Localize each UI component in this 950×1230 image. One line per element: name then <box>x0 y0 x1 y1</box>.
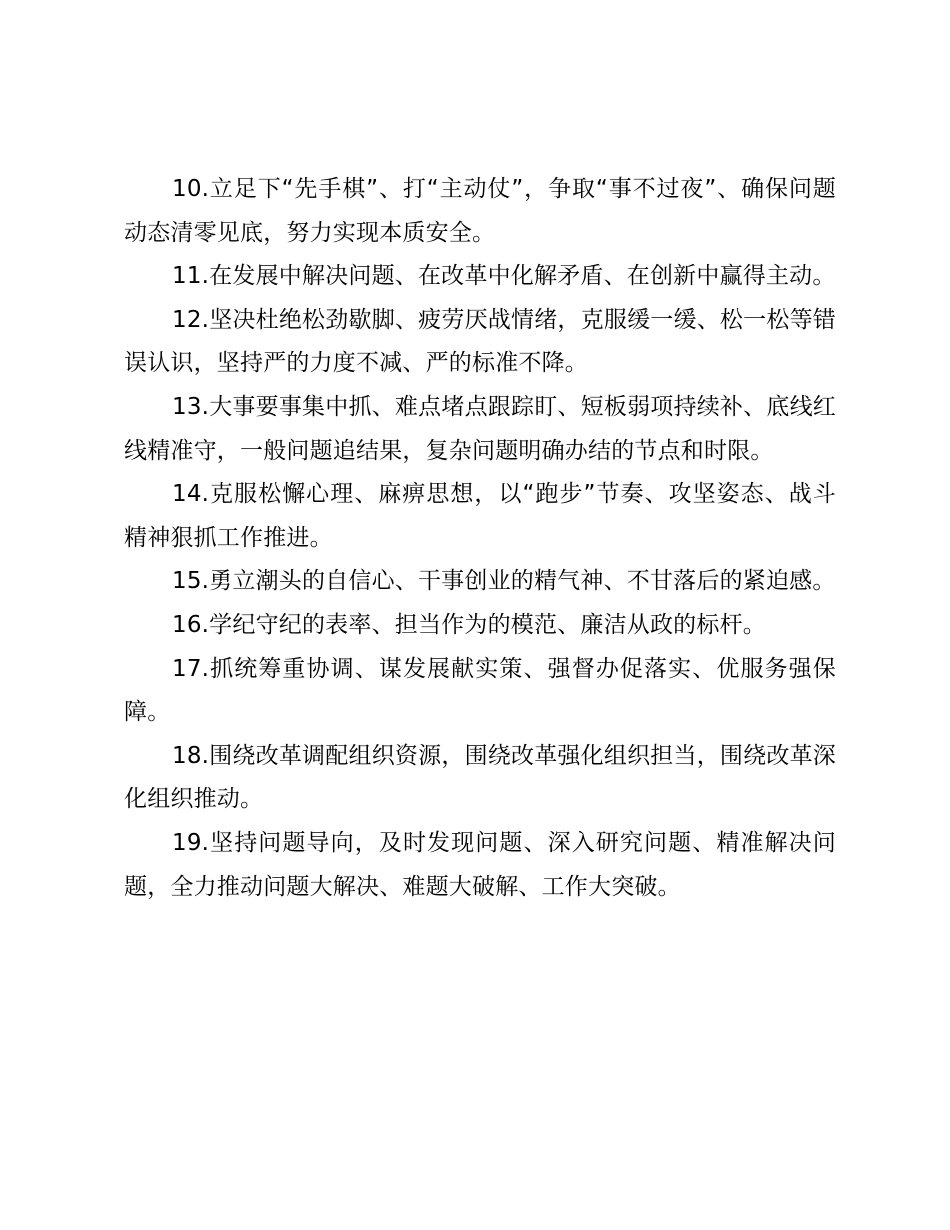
paragraph-18: 18.围绕改革调配组织资源，围绕改革强化组织担当，围绕改革深化组织推动。 <box>124 742 836 813</box>
paragraph-19: 19.坚持问题导向，及时发现问题、深入研究问题、精准解决问题，全力推动问题大解决、难题大破解、工作大突破。 <box>124 829 836 900</box>
paragraph-11: 11.在发展中解决问题、在改革中化解矛盾、在创新中赢得主动。 <box>172 263 836 290</box>
paragraph-14: 14.克服松懈心理、麻痹思想，以“跑步”节奏、攻坚姿态、战斗精神狠抓工作推进。 <box>124 481 836 551</box>
paragraph-10: 10.立足下“先手棋”、打“主动仗”，争取“事不过夜”、确保问题动态清零见底，努力实现本质安全。 <box>124 176 836 246</box>
paragraph-13: 13.大事要事集中抓、难点堵点跟踪盯、短板弱项持续补、底线红线精准守，一般问题追结果，复杂问题明确办结的节点和时限。 <box>124 393 836 464</box>
paragraph-16: 16.学纪守纪的表率、担当作为的模范、廉洁从政的标杆。 <box>172 611 766 638</box>
paragraph-17: 17.抓统筹重协调、谋发展献实策、强督办促落实、优服务强保障。 <box>124 655 836 726</box>
paragraph-12: 12.坚决杜绝松劲歇脚、疲劳厌战情绪，克服缓一缓、松一松等错误认识，坚持严的力度不减、严的标准不降。 <box>124 306 836 377</box>
document-body <box>124 168 836 909</box>
paragraph-15: 15.勇立潮头的自信心、干事创业的精气神、不甘落后的紧迫感。 <box>172 568 836 595</box>
